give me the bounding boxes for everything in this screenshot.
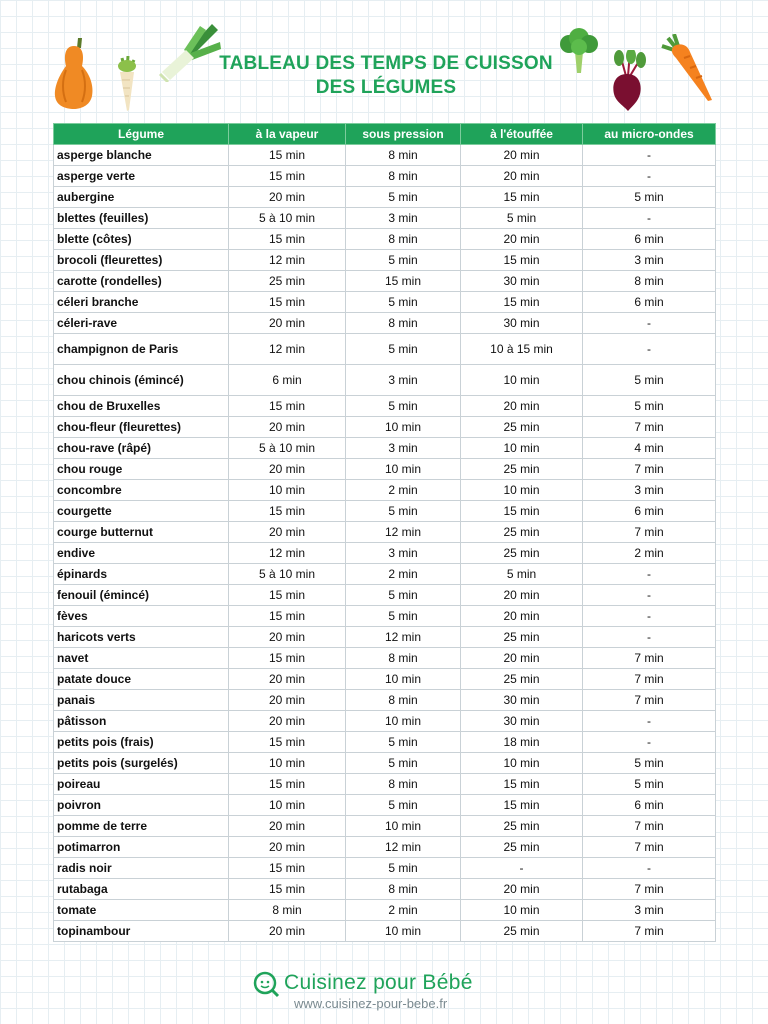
cell-braise: 18 min bbox=[461, 732, 583, 753]
cell-pressure: 8 min bbox=[346, 145, 461, 166]
cell-vegetable: brocoli (fleurettes) bbox=[54, 250, 229, 271]
table-row bbox=[54, 396, 716, 417]
cell-vegetable: petits pois (frais) bbox=[54, 732, 229, 753]
cell-pressure: 10 min bbox=[346, 417, 461, 438]
cell-microwave: 6 min bbox=[583, 501, 716, 522]
cell-pressure: 10 min bbox=[346, 816, 461, 837]
header-microwave: au micro-ondes bbox=[583, 124, 716, 145]
table-row bbox=[54, 438, 716, 459]
page-title bbox=[200, 52, 572, 100]
table-row bbox=[54, 690, 716, 711]
cell-pressure: 15 min bbox=[346, 271, 461, 292]
cell-steam: 12 min bbox=[229, 334, 346, 365]
cell-vegetable: blette (côtes) bbox=[54, 229, 229, 250]
table-row bbox=[54, 334, 716, 365]
cell-pressure: 5 min bbox=[346, 585, 461, 606]
cell-vegetable: carotte (rondelles) bbox=[54, 271, 229, 292]
cell-braise: 25 min bbox=[461, 837, 583, 858]
header-steam: à la vapeur bbox=[229, 124, 346, 145]
cell-microwave: - bbox=[583, 858, 716, 879]
cell-pressure: 12 min bbox=[346, 627, 461, 648]
table-row bbox=[54, 145, 716, 166]
cell-microwave: - bbox=[583, 208, 716, 229]
table-row bbox=[54, 250, 716, 271]
cell-microwave: 7 min bbox=[583, 921, 716, 942]
table-row bbox=[54, 774, 716, 795]
cell-pressure: 5 min bbox=[346, 795, 461, 816]
cell-steam: 15 min bbox=[229, 858, 346, 879]
table-row bbox=[54, 816, 716, 837]
cell-steam: 15 min bbox=[229, 396, 346, 417]
cell-pressure: 2 min bbox=[346, 900, 461, 921]
cell-braise: 25 min bbox=[461, 627, 583, 648]
cell-steam: 20 min bbox=[229, 459, 346, 480]
cell-vegetable: céleri-rave bbox=[54, 313, 229, 334]
cell-pressure: 8 min bbox=[346, 313, 461, 334]
chef-logo-icon bbox=[252, 970, 280, 998]
cell-steam: 20 min bbox=[229, 522, 346, 543]
cell-pressure: 12 min bbox=[346, 522, 461, 543]
cell-microwave: 6 min bbox=[583, 229, 716, 250]
table-row bbox=[54, 522, 716, 543]
table-row bbox=[54, 606, 716, 627]
cell-steam: 6 min bbox=[229, 365, 346, 396]
cell-steam: 15 min bbox=[229, 166, 346, 187]
cell-vegetable: chou-fleur (fleurettes) bbox=[54, 417, 229, 438]
table-row bbox=[54, 480, 716, 501]
cell-pressure: 5 min bbox=[346, 732, 461, 753]
cell-pressure: 5 min bbox=[346, 396, 461, 417]
cell-steam: 12 min bbox=[229, 250, 346, 271]
cell-microwave: 7 min bbox=[583, 417, 716, 438]
cell-microwave: - bbox=[583, 711, 716, 732]
cell-pressure: 10 min bbox=[346, 711, 461, 732]
cell-braise: 30 min bbox=[461, 313, 583, 334]
header-vegetable: Légume bbox=[54, 124, 229, 145]
beetroot-icon bbox=[606, 50, 650, 112]
cell-braise: 30 min bbox=[461, 690, 583, 711]
table-row bbox=[54, 229, 716, 250]
cell-pressure: 5 min bbox=[346, 753, 461, 774]
cell-vegetable: courgette bbox=[54, 501, 229, 522]
cell-vegetable: fèves bbox=[54, 606, 229, 627]
cell-pressure: 10 min bbox=[346, 921, 461, 942]
cell-vegetable: épinards bbox=[54, 564, 229, 585]
cell-pressure: 8 min bbox=[346, 166, 461, 187]
cell-microwave: 7 min bbox=[583, 816, 716, 837]
cell-vegetable: potimarron bbox=[54, 837, 229, 858]
cell-pressure: 8 min bbox=[346, 690, 461, 711]
cell-pressure: 3 min bbox=[346, 365, 461, 396]
table-row bbox=[54, 564, 716, 585]
cell-pressure: 5 min bbox=[346, 334, 461, 365]
cell-braise: 20 min bbox=[461, 166, 583, 187]
cell-braise: 25 min bbox=[461, 459, 583, 480]
cell-pressure: 10 min bbox=[346, 669, 461, 690]
cell-steam: 20 min bbox=[229, 669, 346, 690]
cell-microwave: 6 min bbox=[583, 795, 716, 816]
cell-vegetable: asperge verte bbox=[54, 166, 229, 187]
cell-steam: 15 min bbox=[229, 648, 346, 669]
cell-braise: 5 min bbox=[461, 564, 583, 585]
cell-braise: 20 min bbox=[461, 585, 583, 606]
cell-braise: 30 min bbox=[461, 711, 583, 732]
cell-vegetable: pâtisson bbox=[54, 711, 229, 732]
cell-pressure: 10 min bbox=[346, 459, 461, 480]
cell-braise: 25 min bbox=[461, 669, 583, 690]
cell-vegetable: haricots verts bbox=[54, 627, 229, 648]
cell-vegetable: chou chinois (émincé) bbox=[54, 365, 229, 396]
cell-vegetable: navet bbox=[54, 648, 229, 669]
cell-steam: 20 min bbox=[229, 417, 346, 438]
cell-steam: 15 min bbox=[229, 229, 346, 250]
header-braise: à l'étouffée bbox=[461, 124, 583, 145]
cell-microwave: 3 min bbox=[583, 250, 716, 271]
cell-vegetable: blettes (feuilles) bbox=[54, 208, 229, 229]
table-row bbox=[54, 648, 716, 669]
cell-vegetable: patate douce bbox=[54, 669, 229, 690]
cell-vegetable: rutabaga bbox=[54, 879, 229, 900]
cell-braise: 10 à 15 min bbox=[461, 334, 583, 365]
cell-vegetable: asperge blanche bbox=[54, 145, 229, 166]
cell-pressure: 8 min bbox=[346, 229, 461, 250]
cell-steam: 10 min bbox=[229, 480, 346, 501]
cell-microwave: 5 min bbox=[583, 187, 716, 208]
cell-pressure: 5 min bbox=[346, 501, 461, 522]
title-line-1: TABLEAU DES TEMPS DE CUISSON bbox=[219, 53, 553, 74]
cell-microwave: 8 min bbox=[583, 271, 716, 292]
cell-braise: 15 min bbox=[461, 795, 583, 816]
cell-microwave: 5 min bbox=[583, 396, 716, 417]
cell-pressure: 5 min bbox=[346, 292, 461, 313]
cell-steam: 5 à 10 min bbox=[229, 208, 346, 229]
cell-steam: 20 min bbox=[229, 816, 346, 837]
cell-steam: 20 min bbox=[229, 313, 346, 334]
cell-pressure: 2 min bbox=[346, 480, 461, 501]
cell-braise: 25 min bbox=[461, 543, 583, 564]
cell-microwave: 2 min bbox=[583, 543, 716, 564]
cell-microwave: 7 min bbox=[583, 648, 716, 669]
cell-braise: 5 min bbox=[461, 208, 583, 229]
table-row bbox=[54, 208, 716, 229]
cell-braise: 15 min bbox=[461, 250, 583, 271]
table-row bbox=[54, 858, 716, 879]
cell-steam: 15 min bbox=[229, 292, 346, 313]
cell-microwave: - bbox=[583, 166, 716, 187]
table-header-row bbox=[54, 124, 716, 145]
butternut-squash-icon bbox=[52, 36, 96, 110]
table-row bbox=[54, 166, 716, 187]
cell-microwave: 5 min bbox=[583, 774, 716, 795]
cell-pressure: 5 min bbox=[346, 858, 461, 879]
cell-vegetable: tomate bbox=[54, 900, 229, 921]
cell-braise: 15 min bbox=[461, 501, 583, 522]
cell-braise: 25 min bbox=[461, 921, 583, 942]
footer-brand: Cuisinez pour Bébé bbox=[284, 971, 473, 994]
cell-microwave: - bbox=[583, 564, 716, 585]
cell-vegetable: poireau bbox=[54, 774, 229, 795]
cell-braise: 10 min bbox=[461, 480, 583, 501]
table-row bbox=[54, 459, 716, 480]
cell-vegetable: céleri branche bbox=[54, 292, 229, 313]
cell-braise: 20 min bbox=[461, 145, 583, 166]
cell-microwave: - bbox=[583, 606, 716, 627]
cell-steam: 12 min bbox=[229, 543, 346, 564]
cell-vegetable: poivron bbox=[54, 795, 229, 816]
cell-braise: 25 min bbox=[461, 522, 583, 543]
cell-vegetable: panais bbox=[54, 690, 229, 711]
cell-steam: 20 min bbox=[229, 627, 346, 648]
cell-microwave: 3 min bbox=[583, 480, 716, 501]
table-row bbox=[54, 187, 716, 208]
cell-steam: 25 min bbox=[229, 271, 346, 292]
cell-pressure: 3 min bbox=[346, 543, 461, 564]
cell-steam: 10 min bbox=[229, 753, 346, 774]
table-row bbox=[54, 292, 716, 313]
cell-microwave: - bbox=[583, 627, 716, 648]
cell-vegetable: petits pois (surgelés) bbox=[54, 753, 229, 774]
cell-microwave: - bbox=[583, 313, 716, 334]
table-row bbox=[54, 313, 716, 334]
table-row bbox=[54, 732, 716, 753]
cell-microwave: 3 min bbox=[583, 900, 716, 921]
cell-pressure: 8 min bbox=[346, 774, 461, 795]
cell-microwave: 5 min bbox=[583, 365, 716, 396]
cell-microwave: 7 min bbox=[583, 837, 716, 858]
cell-pressure: 5 min bbox=[346, 187, 461, 208]
cell-steam: 20 min bbox=[229, 187, 346, 208]
cell-microwave: 7 min bbox=[583, 669, 716, 690]
cell-vegetable: chou de Bruxelles bbox=[54, 396, 229, 417]
cell-steam: 8 min bbox=[229, 900, 346, 921]
cell-pressure: 3 min bbox=[346, 438, 461, 459]
cell-microwave: - bbox=[583, 334, 716, 365]
cell-braise: 30 min bbox=[461, 271, 583, 292]
cell-vegetable: concombre bbox=[54, 480, 229, 501]
parsnip-icon bbox=[112, 56, 142, 112]
cell-braise: 25 min bbox=[461, 816, 583, 837]
cell-braise: 10 min bbox=[461, 438, 583, 459]
carrot-icon bbox=[660, 34, 714, 102]
cell-braise: 15 min bbox=[461, 292, 583, 313]
cell-microwave: 7 min bbox=[583, 879, 716, 900]
table-row bbox=[54, 669, 716, 690]
table-row bbox=[54, 753, 716, 774]
cell-vegetable: chou rouge bbox=[54, 459, 229, 480]
cell-braise: 15 min bbox=[461, 774, 583, 795]
cell-steam: 15 min bbox=[229, 501, 346, 522]
cell-steam: 5 à 10 min bbox=[229, 564, 346, 585]
cell-microwave: 7 min bbox=[583, 522, 716, 543]
table-row bbox=[54, 417, 716, 438]
cell-braise: - bbox=[461, 858, 583, 879]
cell-steam: 20 min bbox=[229, 837, 346, 858]
cell-vegetable: aubergine bbox=[54, 187, 229, 208]
cell-braise: 20 min bbox=[461, 606, 583, 627]
cell-vegetable: courge butternut bbox=[54, 522, 229, 543]
cell-microwave: - bbox=[583, 145, 716, 166]
broccoli-icon bbox=[557, 28, 601, 74]
table-body bbox=[54, 145, 716, 942]
table-row bbox=[54, 271, 716, 292]
table-row bbox=[54, 585, 716, 606]
cell-steam: 5 à 10 min bbox=[229, 438, 346, 459]
table-row bbox=[54, 543, 716, 564]
header-pressure: sous pression bbox=[346, 124, 461, 145]
title-line-2: DES LÉGUMES bbox=[315, 77, 457, 98]
cell-steam: 20 min bbox=[229, 690, 346, 711]
cell-vegetable: endive bbox=[54, 543, 229, 564]
table-row bbox=[54, 879, 716, 900]
cell-pressure: 12 min bbox=[346, 837, 461, 858]
cell-vegetable: radis noir bbox=[54, 858, 229, 879]
cell-vegetable: fenouil (émincé) bbox=[54, 585, 229, 606]
cell-steam: 15 min bbox=[229, 585, 346, 606]
cell-microwave: 7 min bbox=[583, 690, 716, 711]
table-row bbox=[54, 627, 716, 648]
table-row bbox=[54, 837, 716, 858]
cell-vegetable: pomme de terre bbox=[54, 816, 229, 837]
cell-pressure: 8 min bbox=[346, 648, 461, 669]
cell-pressure: 5 min bbox=[346, 250, 461, 271]
cell-braise: 20 min bbox=[461, 396, 583, 417]
cell-pressure: 2 min bbox=[346, 564, 461, 585]
cell-microwave: - bbox=[583, 732, 716, 753]
table-row bbox=[54, 711, 716, 732]
cell-pressure: 3 min bbox=[346, 208, 461, 229]
footer-url: www.cuisinez-pour-bebe.fr bbox=[294, 996, 448, 1011]
table-row bbox=[54, 795, 716, 816]
cooking-times-table bbox=[53, 123, 716, 942]
cell-braise: 10 min bbox=[461, 753, 583, 774]
table-row bbox=[54, 501, 716, 522]
cell-microwave: 5 min bbox=[583, 753, 716, 774]
cell-steam: 15 min bbox=[229, 606, 346, 627]
cell-braise: 20 min bbox=[461, 879, 583, 900]
cell-braise: 25 min bbox=[461, 417, 583, 438]
cell-braise: 15 min bbox=[461, 187, 583, 208]
cell-steam: 20 min bbox=[229, 711, 346, 732]
cell-steam: 20 min bbox=[229, 921, 346, 942]
cell-braise: 20 min bbox=[461, 648, 583, 669]
cell-vegetable: champignon de Paris bbox=[54, 334, 229, 365]
cell-steam: 15 min bbox=[229, 774, 346, 795]
cell-pressure: 8 min bbox=[346, 879, 461, 900]
table-row bbox=[54, 365, 716, 396]
cell-steam: 15 min bbox=[229, 732, 346, 753]
cell-steam: 10 min bbox=[229, 795, 346, 816]
table-row bbox=[54, 900, 716, 921]
cell-braise: 20 min bbox=[461, 229, 583, 250]
cell-braise: 10 min bbox=[461, 900, 583, 921]
cell-microwave: 7 min bbox=[583, 459, 716, 480]
cell-vegetable: topinambour bbox=[54, 921, 229, 942]
cell-microwave: 4 min bbox=[583, 438, 716, 459]
cell-vegetable: chou-rave (râpé) bbox=[54, 438, 229, 459]
cell-pressure: 5 min bbox=[346, 606, 461, 627]
cell-microwave: 6 min bbox=[583, 292, 716, 313]
table-row bbox=[54, 921, 716, 942]
cell-steam: 15 min bbox=[229, 145, 346, 166]
cell-microwave: - bbox=[583, 585, 716, 606]
cell-braise: 10 min bbox=[461, 365, 583, 396]
cell-steam: 15 min bbox=[229, 879, 346, 900]
